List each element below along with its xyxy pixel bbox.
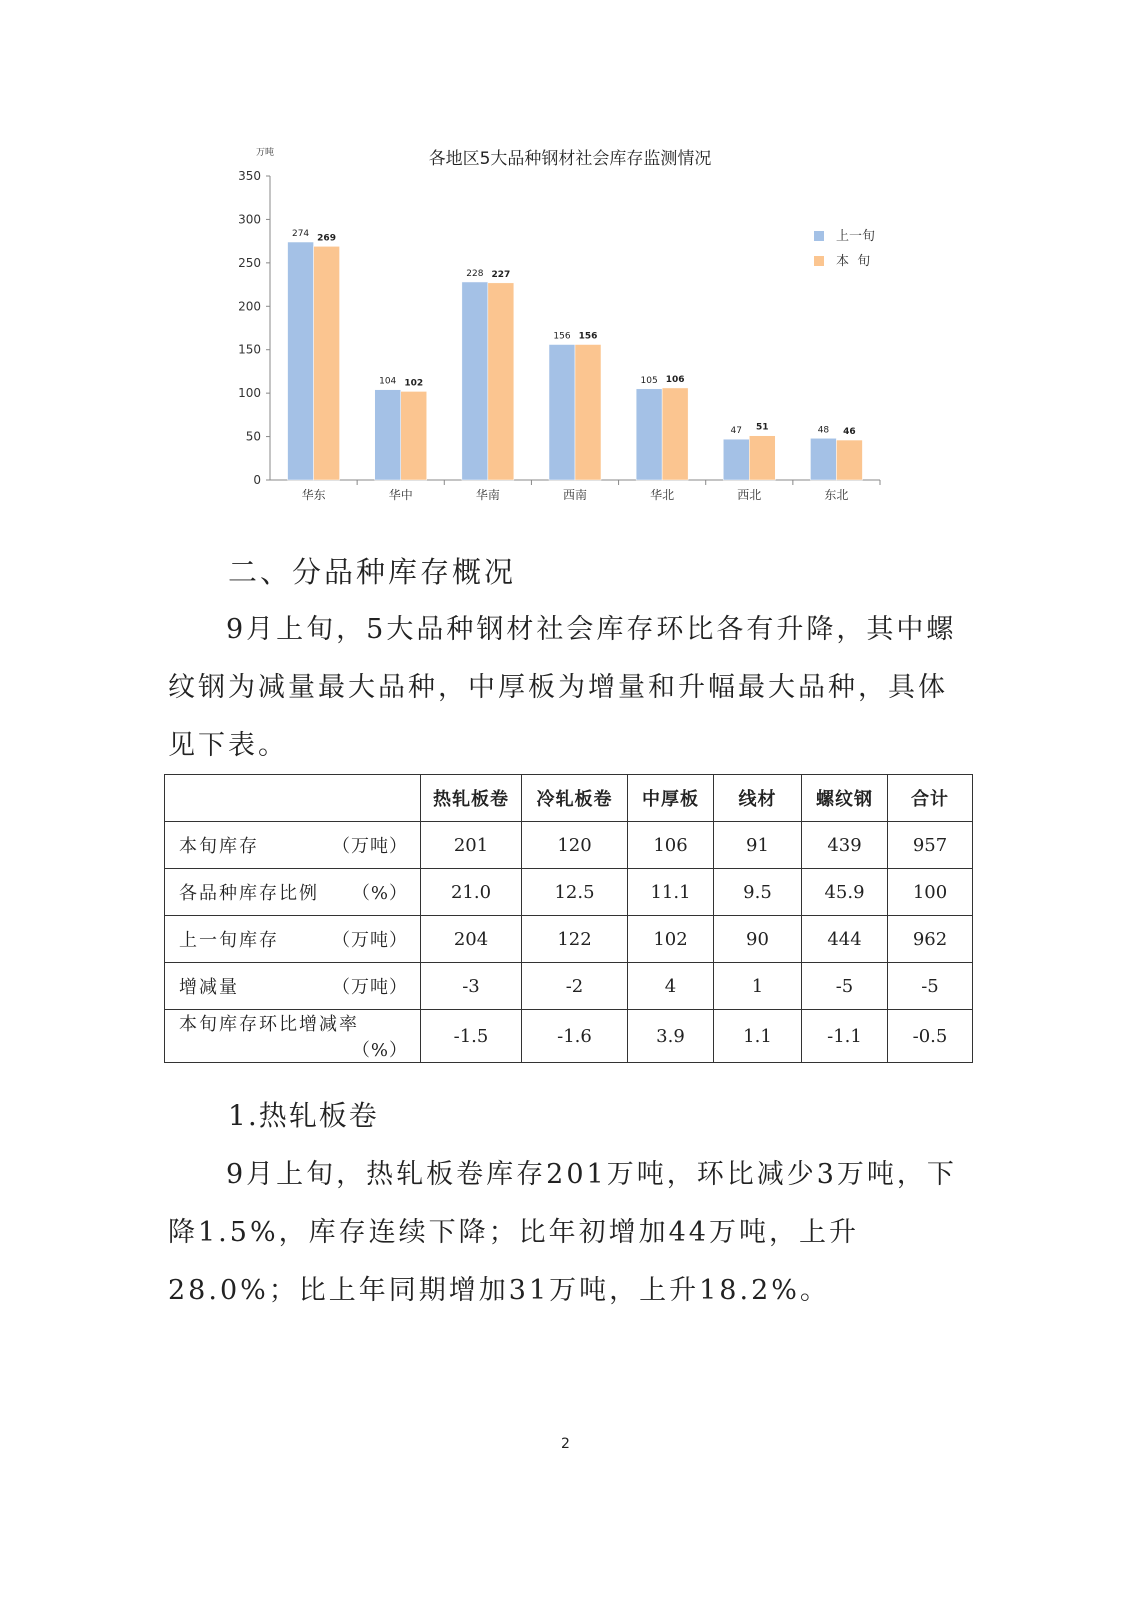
row-unit: （%） — [351, 883, 408, 904]
inventory-bar-chart — [220, 140, 920, 520]
x-tick-label: 西南 — [562, 488, 588, 502]
table-row — [165, 822, 973, 869]
x-tick-label: 东北 — [824, 488, 849, 502]
table-row — [165, 869, 973, 916]
row-label-cell — [165, 822, 421, 869]
y-tick-label: 250 — [238, 255, 261, 270]
table-header-row — [165, 775, 973, 822]
row-unit: （万吨） — [332, 977, 408, 998]
bar-previous — [810, 438, 836, 480]
row-label: 本旬库存 — [179, 836, 259, 857]
y-tick-label: 100 — [238, 386, 261, 401]
x-tick-label: 华南 — [475, 488, 500, 502]
data-label: 227 — [491, 269, 511, 280]
row-label: 上一旬库存 — [179, 930, 279, 951]
table-cell: -5 — [802, 963, 888, 1010]
table-cell: 1 — [714, 963, 802, 1010]
table-cell: 91 — [714, 822, 802, 869]
row-label: 本旬库存环比增减率 — [179, 1014, 359, 1035]
table-cell: -5 — [888, 963, 973, 1010]
data-label: 269 — [317, 233, 336, 244]
bar-current — [575, 345, 601, 480]
table-cell: -3 — [421, 963, 522, 1010]
bar-previous — [636, 389, 662, 480]
row-unit: （万吨） — [332, 836, 408, 857]
row-unit: （%） — [351, 1040, 408, 1061]
subsection-heading: 1.热轧板卷 — [228, 1099, 379, 1132]
bar-current — [488, 283, 514, 480]
hot-rolled-paragraph: 9月上旬，热轧板卷库存201万吨，环比减少3万吨，下降1.5%，库存连续下降；比年初增加44万吨，上升28.0%；比上年同期增加31万吨，上升18.2%。 — [168, 1159, 957, 1306]
x-tick-label: 华北 — [650, 488, 675, 502]
table-cell: 1.1 — [714, 1010, 802, 1063]
row-label-cell — [165, 1010, 421, 1063]
table-cell: 120 — [522, 822, 628, 869]
y-axis-unit: 万吨 — [256, 148, 275, 158]
table-header-cell: 冷轧板卷 — [522, 775, 628, 822]
table-cell: 204 — [421, 916, 522, 963]
data-label: 274 — [291, 229, 310, 240]
table-cell: -1.6 — [522, 1010, 628, 1063]
data-label: 46 — [843, 427, 856, 438]
table-cell: 122 — [522, 916, 628, 963]
section-heading: 二、分品种库存概况 — [228, 555, 517, 589]
data-label: 156 — [578, 331, 598, 342]
row-label-cell — [165, 869, 421, 916]
table-header-cell — [165, 775, 421, 822]
table-cell: -1.1 — [802, 1010, 888, 1063]
table-cell: 957 — [888, 822, 973, 869]
legend-swatch — [814, 231, 824, 241]
table-cell: 962 — [888, 916, 973, 963]
row-label-cell — [165, 916, 421, 963]
bar-current — [749, 436, 775, 480]
table-cell: 102 — [628, 916, 714, 963]
table-header-cell: 热轧板卷 — [421, 775, 522, 822]
bar-current — [836, 440, 862, 480]
y-tick-label: 150 — [238, 342, 261, 357]
legend-label: 上一旬 — [836, 229, 876, 244]
table-cell: 21.0 — [421, 869, 522, 916]
intro-paragraph: 9月上旬，5大品种钢材社会库存环比各有升降，其中螺纹钢为减量最大品种，中厚板为增量和升幅最大品种，具体见下表。 — [168, 614, 957, 761]
row-unit: （万吨） — [332, 930, 408, 951]
y-tick-label: 350 — [238, 169, 261, 183]
data-label: 48 — [817, 425, 830, 436]
data-label: 105 — [640, 375, 658, 386]
y-tick-label: 200 — [238, 299, 261, 314]
x-tick-label: 华东 — [301, 488, 326, 502]
table-cell: 3.9 — [628, 1010, 714, 1063]
table-header-cell: 螺纹钢 — [802, 775, 888, 822]
table-cell: 201 — [421, 822, 522, 869]
table-cell: 4 — [628, 963, 714, 1010]
table-cell: 11.1 — [628, 869, 714, 916]
data-label: 102 — [404, 378, 424, 389]
y-tick-label: 50 — [245, 429, 261, 444]
bar-previous — [288, 242, 314, 480]
chart-svg — [220, 140, 920, 520]
data-label: 228 — [466, 268, 484, 279]
table-row — [165, 963, 973, 1010]
bar-previous — [462, 282, 488, 480]
bar-previous — [723, 439, 749, 480]
table-cell: -1.5 — [421, 1010, 522, 1063]
page-number: 2 — [561, 1436, 570, 1452]
x-tick-label: 西北 — [737, 488, 762, 502]
chart-title: 各地区5大品种钢材社会库存监测情况 — [428, 149, 712, 169]
bar-current — [401, 391, 427, 480]
table-row — [165, 1010, 973, 1063]
y-tick-label: 300 — [238, 212, 261, 227]
table-header-cell: 合计 — [888, 775, 973, 822]
data-label: 106 — [665, 374, 685, 385]
data-label: 104 — [379, 376, 397, 387]
bar-current — [314, 246, 340, 480]
table-cell: 100 — [888, 869, 973, 916]
data-label: 47 — [730, 426, 743, 437]
table-cell: -0.5 — [888, 1010, 973, 1063]
table-cell: 439 — [802, 822, 888, 869]
inventory-table — [164, 774, 973, 1063]
table-header-cell: 中厚板 — [628, 775, 714, 822]
legend-label: 本 旬 — [836, 254, 871, 269]
data-label: 156 — [553, 331, 571, 342]
table-cell: 45.9 — [802, 869, 888, 916]
table-cell: -2 — [522, 963, 628, 1010]
bar-previous — [549, 345, 575, 480]
table-cell: 106 — [628, 822, 714, 869]
y-tick-label: 0 — [253, 473, 261, 487]
table-row — [165, 916, 973, 963]
legend-swatch — [814, 256, 824, 266]
table-header-cell: 线材 — [714, 775, 802, 822]
bar-current — [662, 388, 688, 480]
row-label: 各品种库存比例 — [179, 883, 319, 904]
row-label-cell — [165, 963, 421, 1010]
table-cell: 9.5 — [714, 869, 802, 916]
table-cell: 90 — [714, 916, 802, 963]
data-label: 51 — [756, 422, 769, 433]
bar-previous — [375, 390, 401, 480]
row-label: 增减量 — [179, 977, 239, 998]
table-cell: 444 — [802, 916, 888, 963]
x-tick-label: 华中 — [388, 488, 413, 502]
table-cell: 12.5 — [522, 869, 628, 916]
